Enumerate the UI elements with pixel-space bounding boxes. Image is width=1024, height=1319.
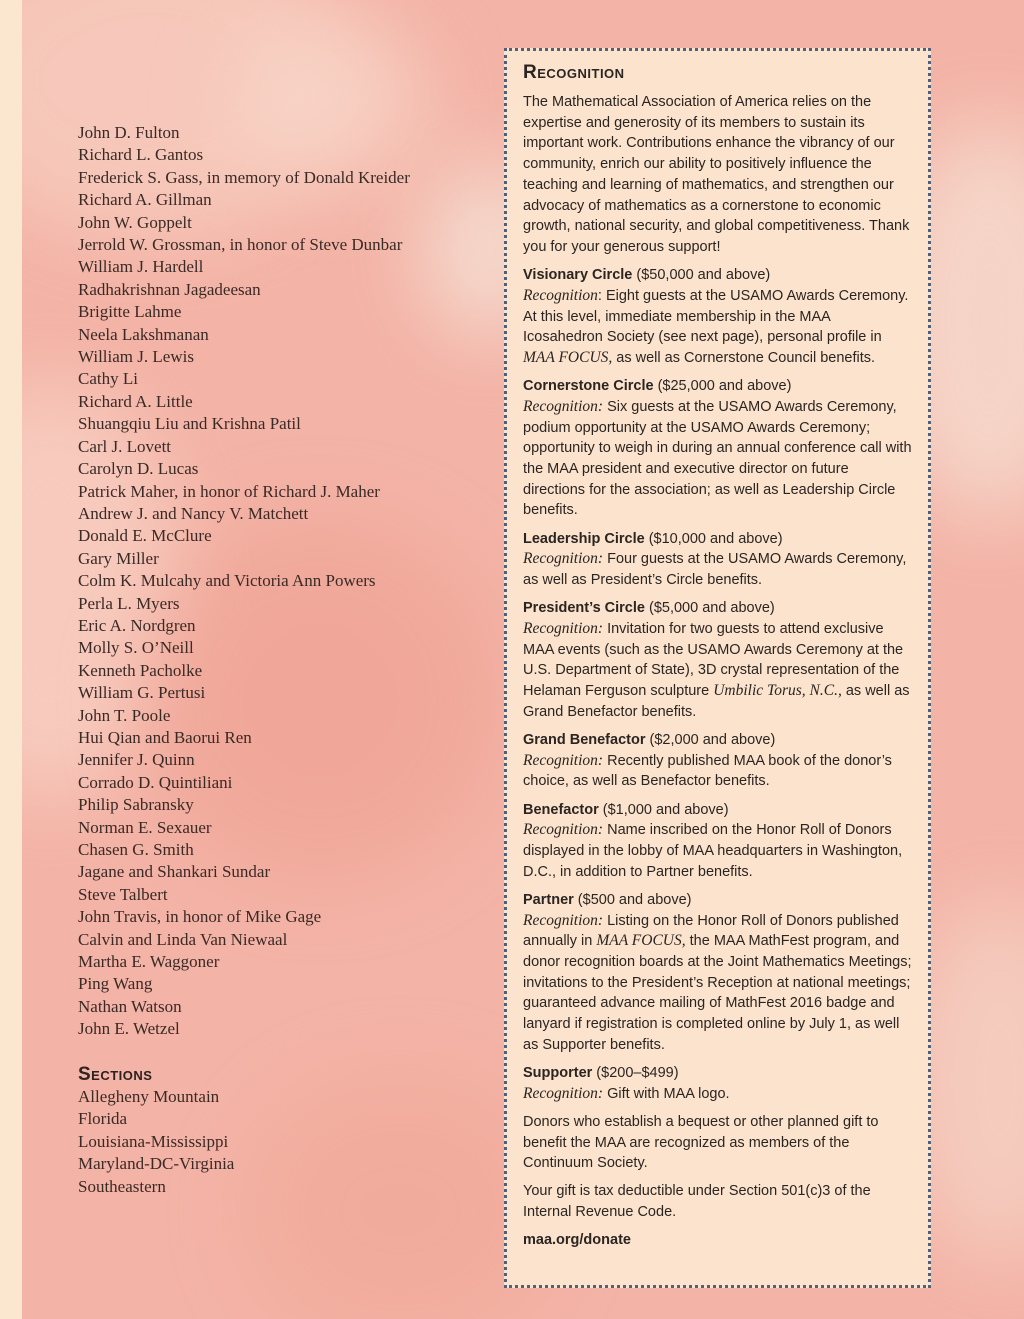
donor-name: Colm K. Mulcahy and Victoria Ann Powers [78, 571, 376, 591]
section-name: Florida [78, 1109, 128, 1129]
donor-name: Richard A. Little [78, 391, 193, 411]
tier-italic: MAA FOCUS, [596, 932, 686, 950]
tier-name: President’s Circle [523, 600, 645, 617]
donor-name: Corrado D. Quintiliani [78, 772, 233, 792]
tier-description: Listing on the Honor Roll of Donors published annually in [523, 912, 899, 950]
tier-block [523, 1063, 913, 1104]
donor-name: William J. Hardell [78, 257, 204, 277]
donor-name: Molly S. O’Neill [78, 638, 194, 658]
tier-block [523, 265, 913, 369]
recognition-label: Recognition: [523, 821, 604, 839]
donor-name: Radhakrishnan Jagadeesan [78, 279, 261, 299]
tier-description-end: the MAA MathFest program, and donor recognition boards at the Joint Mathematics Meetings; invitations to the President’s Reception at national meetings; guaranteed advance mailing of MathFest 2016 badge and lanyard if registration is completed online by July 1, as well as Supporter benefits. [523, 933, 912, 1053]
donor-name: Carolyn D. Lucas [78, 459, 199, 479]
tier-name: Cornerstone Circle [523, 378, 654, 395]
tier-name: Leadership Circle [523, 530, 645, 547]
tier-amount: ($200–$499) [592, 1064, 679, 1081]
tier-amount: ($2,000 and above) [645, 731, 776, 748]
donor-name: John T. Poole [78, 705, 171, 725]
donor-name: Norman E. Sexauer [78, 817, 212, 837]
donor-name: John E. Wetzel [78, 1019, 180, 1039]
donor-name: Richard A. Gillman [78, 190, 212, 210]
donor-name: Frederick S. Gass, in memory of Donald Kreider [78, 167, 410, 187]
donate-link[interactable]: maa.org/donate [523, 1232, 631, 1249]
recognition-label: Recognition: [523, 397, 604, 415]
donor-name: Ping Wang [78, 974, 153, 994]
tier-block [523, 800, 913, 883]
section-name: Maryland-DC-Virginia [78, 1154, 235, 1174]
tier-block [523, 529, 913, 591]
donor-name: Martha E. Waggoner [78, 952, 220, 972]
tier-name: Visionary Circle [523, 267, 633, 284]
donor-name: Kenneth Pacholke [78, 660, 203, 680]
sections-heading: Sections [78, 1064, 153, 1085]
tier-italic: Umbilic Torus, N.C., [713, 681, 842, 699]
tier-block [523, 598, 913, 722]
donor-name: Shuangqiu Liu and Krishna Patil [78, 414, 301, 434]
donor-name: William J. Lewis [78, 347, 194, 367]
donor-list [78, 122, 478, 1041]
tier-description: Invitation for two guests to attend exclusive MAA events (such as the USAMO Awards Ceremony at the U.S. Department of State), 3D crystal representation of the Helaman Ferguson sculpture [523, 620, 904, 699]
donor-name: Neela Lakshmanan [78, 324, 209, 344]
donor-name: Perla L. Myers [78, 593, 180, 613]
tier-name: Partner [523, 891, 574, 908]
tier-amount: ($500 and above) [573, 891, 692, 908]
tier-amount: ($1,000 and above) [598, 801, 729, 818]
tier-amount: ($5,000 and above) [644, 600, 775, 617]
donor-name: Gary Miller [78, 548, 159, 568]
donor-name: Andrew J. and Nancy V. Matchett [78, 503, 309, 523]
donor-name: Steve Talbert [78, 884, 168, 904]
donor-name: William G. Pertusi [78, 683, 206, 703]
tier-description: Six guests at the USAMO Awards Ceremony, podium opportunity at the USAMO Awards Ceremony; opportunity to weigh in during an annual conference call with the MAA president and executive director on future directions for the association; as well as Leadership Circle benefits. [523, 398, 912, 519]
tier-italic: MAA FOCUS, [523, 348, 613, 366]
donor-name: Chasen G. Smith [78, 840, 194, 859]
donor-name: Brigitte Lahme [78, 302, 182, 322]
section-list [78, 1086, 234, 1198]
recognition-title: Recognition [523, 62, 625, 83]
recognition-intro: The Mathematical Association of America relies on the expertise and generosity of its members to sustain its important work. Contributions enhance the vibrancy of our community, enrich our ability to positively influence the teaching and learning of mathematics, and strengthen our advocacy of mathematics as a cornerstone to economic growth, national security, and global competitiveness. Thank you for your generous support! [523, 94, 910, 255]
tier-description-end: as well as Grand Benefactor benefits. [523, 682, 910, 720]
tier-description: : Eight guests at the USAMO Awards Ceremony. At this level, immediate membership in the MAA Icosahedron Society (see next page), personal profile in [523, 287, 909, 346]
tier-name: Benefactor [523, 801, 599, 818]
tier-description: Name inscribed on the Honor Roll of Donors displayed in the lobby of MAA headquarters in Washington, D.C., in addition to Partner benefits. [523, 822, 903, 880]
donor-name: Jerrold W. Grossman, in honor of Steve Dunbar [78, 235, 403, 255]
tier-amount: ($10,000 and above) [644, 530, 783, 547]
tier-block [523, 376, 913, 521]
tier-block [523, 730, 913, 792]
section-name: Southeastern [78, 1176, 166, 1196]
tier-amount: ($25,000 and above) [653, 378, 792, 395]
tier-block [523, 890, 913, 1056]
donor-name: Cathy Li [78, 369, 138, 389]
donor-name: Richard L. Gantos [78, 145, 204, 165]
recognition-label: Recognition [523, 286, 598, 304]
donor-name: John D. Fulton [78, 123, 180, 142]
recognition-label: Recognition: [523, 751, 604, 769]
tier-list [523, 265, 913, 1104]
tier-name: Grand Benefactor [523, 731, 646, 748]
donor-name: John Travis, in honor of Mike Gage [78, 907, 322, 927]
recognition-label: Recognition: [523, 550, 604, 568]
section-name: Allegheny Mountain [78, 1087, 220, 1106]
recognition-box [504, 48, 931, 1288]
tier-name: Supporter [523, 1064, 593, 1081]
recognition-label: Recognition: [523, 1084, 604, 1102]
donor-name: Eric A. Nordgren [78, 615, 196, 635]
recognition-label: Recognition: [523, 619, 604, 637]
tier-amount: ($50,000 and above) [632, 267, 771, 284]
donor-name: Nathan Watson [78, 996, 182, 1016]
tier-description: Recently published MAA book of the donor’s choice, as well as Benefactor benefits. [523, 752, 892, 790]
donor-name: Patrick Maher, in honor of Richard J. Maher [78, 481, 380, 501]
bequest-note: Donors who establish a bequest or other planned gift to benefit the MAA are recognized as members of the Continuum Society. [523, 1113, 879, 1172]
tier-description: Four guests at the USAMO Awards Ceremony, as well as President’s Circle benefits. [523, 551, 907, 588]
donor-name: Jagane and Shankari Sundar [78, 862, 271, 882]
tier-description: Gift with MAA logo. [603, 1085, 730, 1102]
section-name: Louisiana-Mississippi [78, 1131, 229, 1151]
donor-name: Calvin and Linda Van Niewaal [78, 929, 288, 949]
donor-name: Jennifer J. Quinn [78, 750, 195, 770]
donor-name: John W. Goppelt [78, 212, 192, 232]
donor-name: Philip Sabransky [78, 795, 194, 815]
donor-name: Hui Qian and Baorui Ren [78, 727, 252, 747]
tax-note: Your gift is tax deductible under Section 501(c)3 of the Internal Revenue Code. [523, 1183, 871, 1221]
tier-description-end: as well as Cornerstone Council benefits. [612, 349, 876, 366]
donor-name: Carl J. Lovett [78, 436, 172, 456]
recognition-label: Recognition: [523, 911, 604, 929]
donor-name: Donald E. McClure [78, 526, 212, 546]
